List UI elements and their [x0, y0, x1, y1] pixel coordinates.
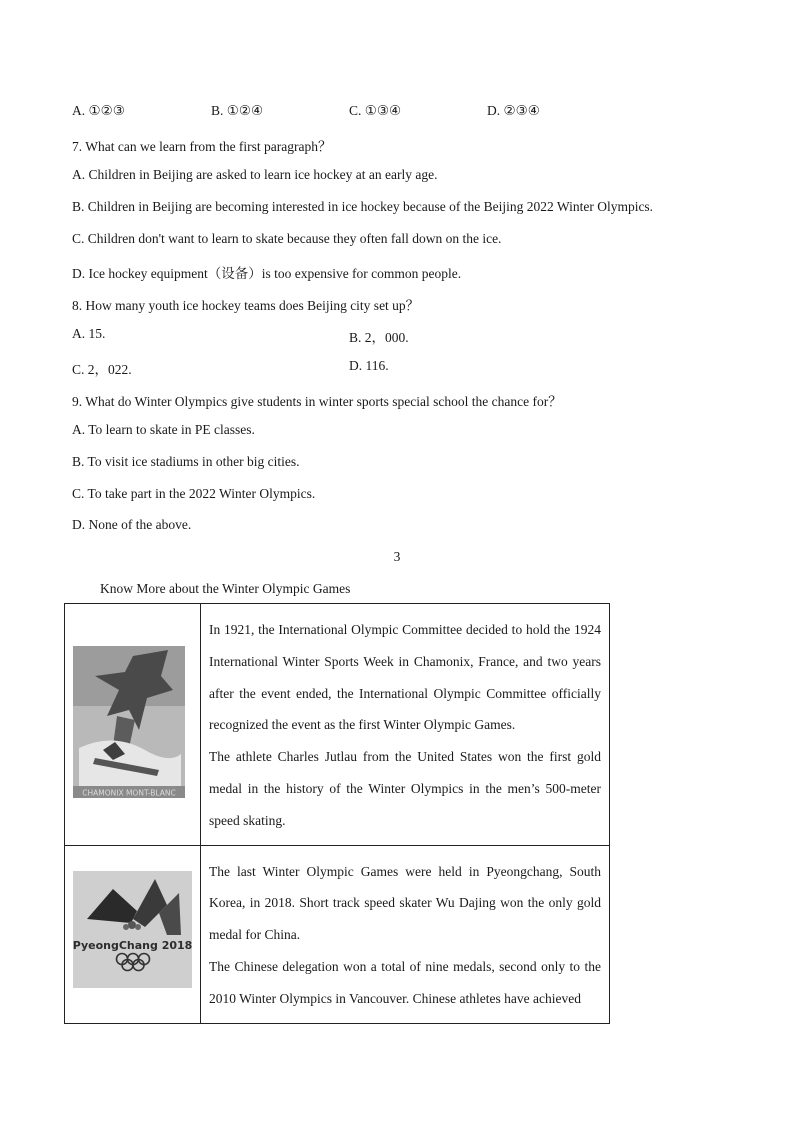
q7-option-a: A. Children in Beijing are asked to learn ice hockey at an early age. [72, 167, 438, 182]
q7-question: 7. What can we learn from the first paragraph？ [72, 139, 332, 154]
q6-option-c: C. ①③④ [349, 103, 402, 118]
q6-option-b: B. ①②④ [211, 103, 264, 118]
section-number: 3 [393, 549, 401, 564]
logo-cell [65, 845, 201, 1023]
q9-option-b: B. To visit ice stadiums in other big cities. [72, 454, 300, 469]
poster-cell [65, 604, 201, 846]
pyeongchang-paragraph-1: The last Winter Olympic Games were held in Pyeongchang, South Korea, in 2018. Short track speed skater Wu Dajing won the only gold medal for China. [209, 863, 601, 943]
q7-option-d: D. Ice hockey equipment（设备）is too expensive for common people. [72, 266, 462, 281]
q9-option-a: A. To learn to skate in PE classes. [72, 422, 255, 437]
pyeongchang-paragraph-2: The Chinese delegation won a total of nine medals, second only to the 2010 Winter Olympics in Vancouver. Chinese athletes have achieved [209, 958, 601, 1006]
table-row [65, 845, 610, 1023]
chamonix-poster-image [73, 646, 185, 798]
q8-option-a: A. 15. [72, 326, 106, 341]
chamonix-paragraph-2: The athlete Charles Jutlau from the United States won the first gold medal in the history of the Winter Olympics in the men’s 500-meter speed skating. [209, 749, 601, 828]
q7-option-c: C. Children don't want to learn to skate because they often fall down on the ice. [72, 231, 502, 246]
chamonix-text-cell [201, 604, 610, 846]
pyeongchang-text-cell [201, 845, 610, 1023]
q8-option-b: B. 2，000. [349, 330, 409, 345]
chamonix-paragraph-1: In 1921, the International Olympic Committee decided to hold the 1924 International Winter Sports Week in Chamonix, France, and two years after the event ended, the International Olympic Committee officially recognized the event as the first Winter Olympic Games. [209, 622, 601, 733]
q8-option-c: C. 2，022. [72, 362, 132, 377]
q8-question: 8. How many youth ice hockey teams does Beijing city set up？ [72, 298, 420, 313]
winter-olympics-table [64, 603, 610, 1024]
table-row [65, 604, 610, 846]
pyeongchang-logo-image [73, 871, 192, 988]
section-title: Know More about the Winter Olympic Games [100, 581, 351, 596]
q9-question: 9. What do Winter Olympics give students in winter sports special school the chance for？ [72, 394, 562, 409]
poster-caption: CHAMONIX MONT-BLANC [82, 788, 176, 798]
q9-option-c: C. To take part in the 2022 Winter Olympics. [72, 486, 316, 501]
q8-option-d: D. 116. [349, 358, 389, 373]
logo-wordmark: PyeongChang 2018 [73, 938, 192, 952]
q6-option-d: D. ②③④ [487, 103, 540, 118]
q7-option-b: B. Children in Beijing are becoming interested in ice hockey because of the Beijing 2022 Winter Olympics. [72, 199, 654, 214]
q6-option-a: A. ①②③ [72, 103, 125, 118]
q9-option-d: D. None of the above. [72, 517, 192, 532]
